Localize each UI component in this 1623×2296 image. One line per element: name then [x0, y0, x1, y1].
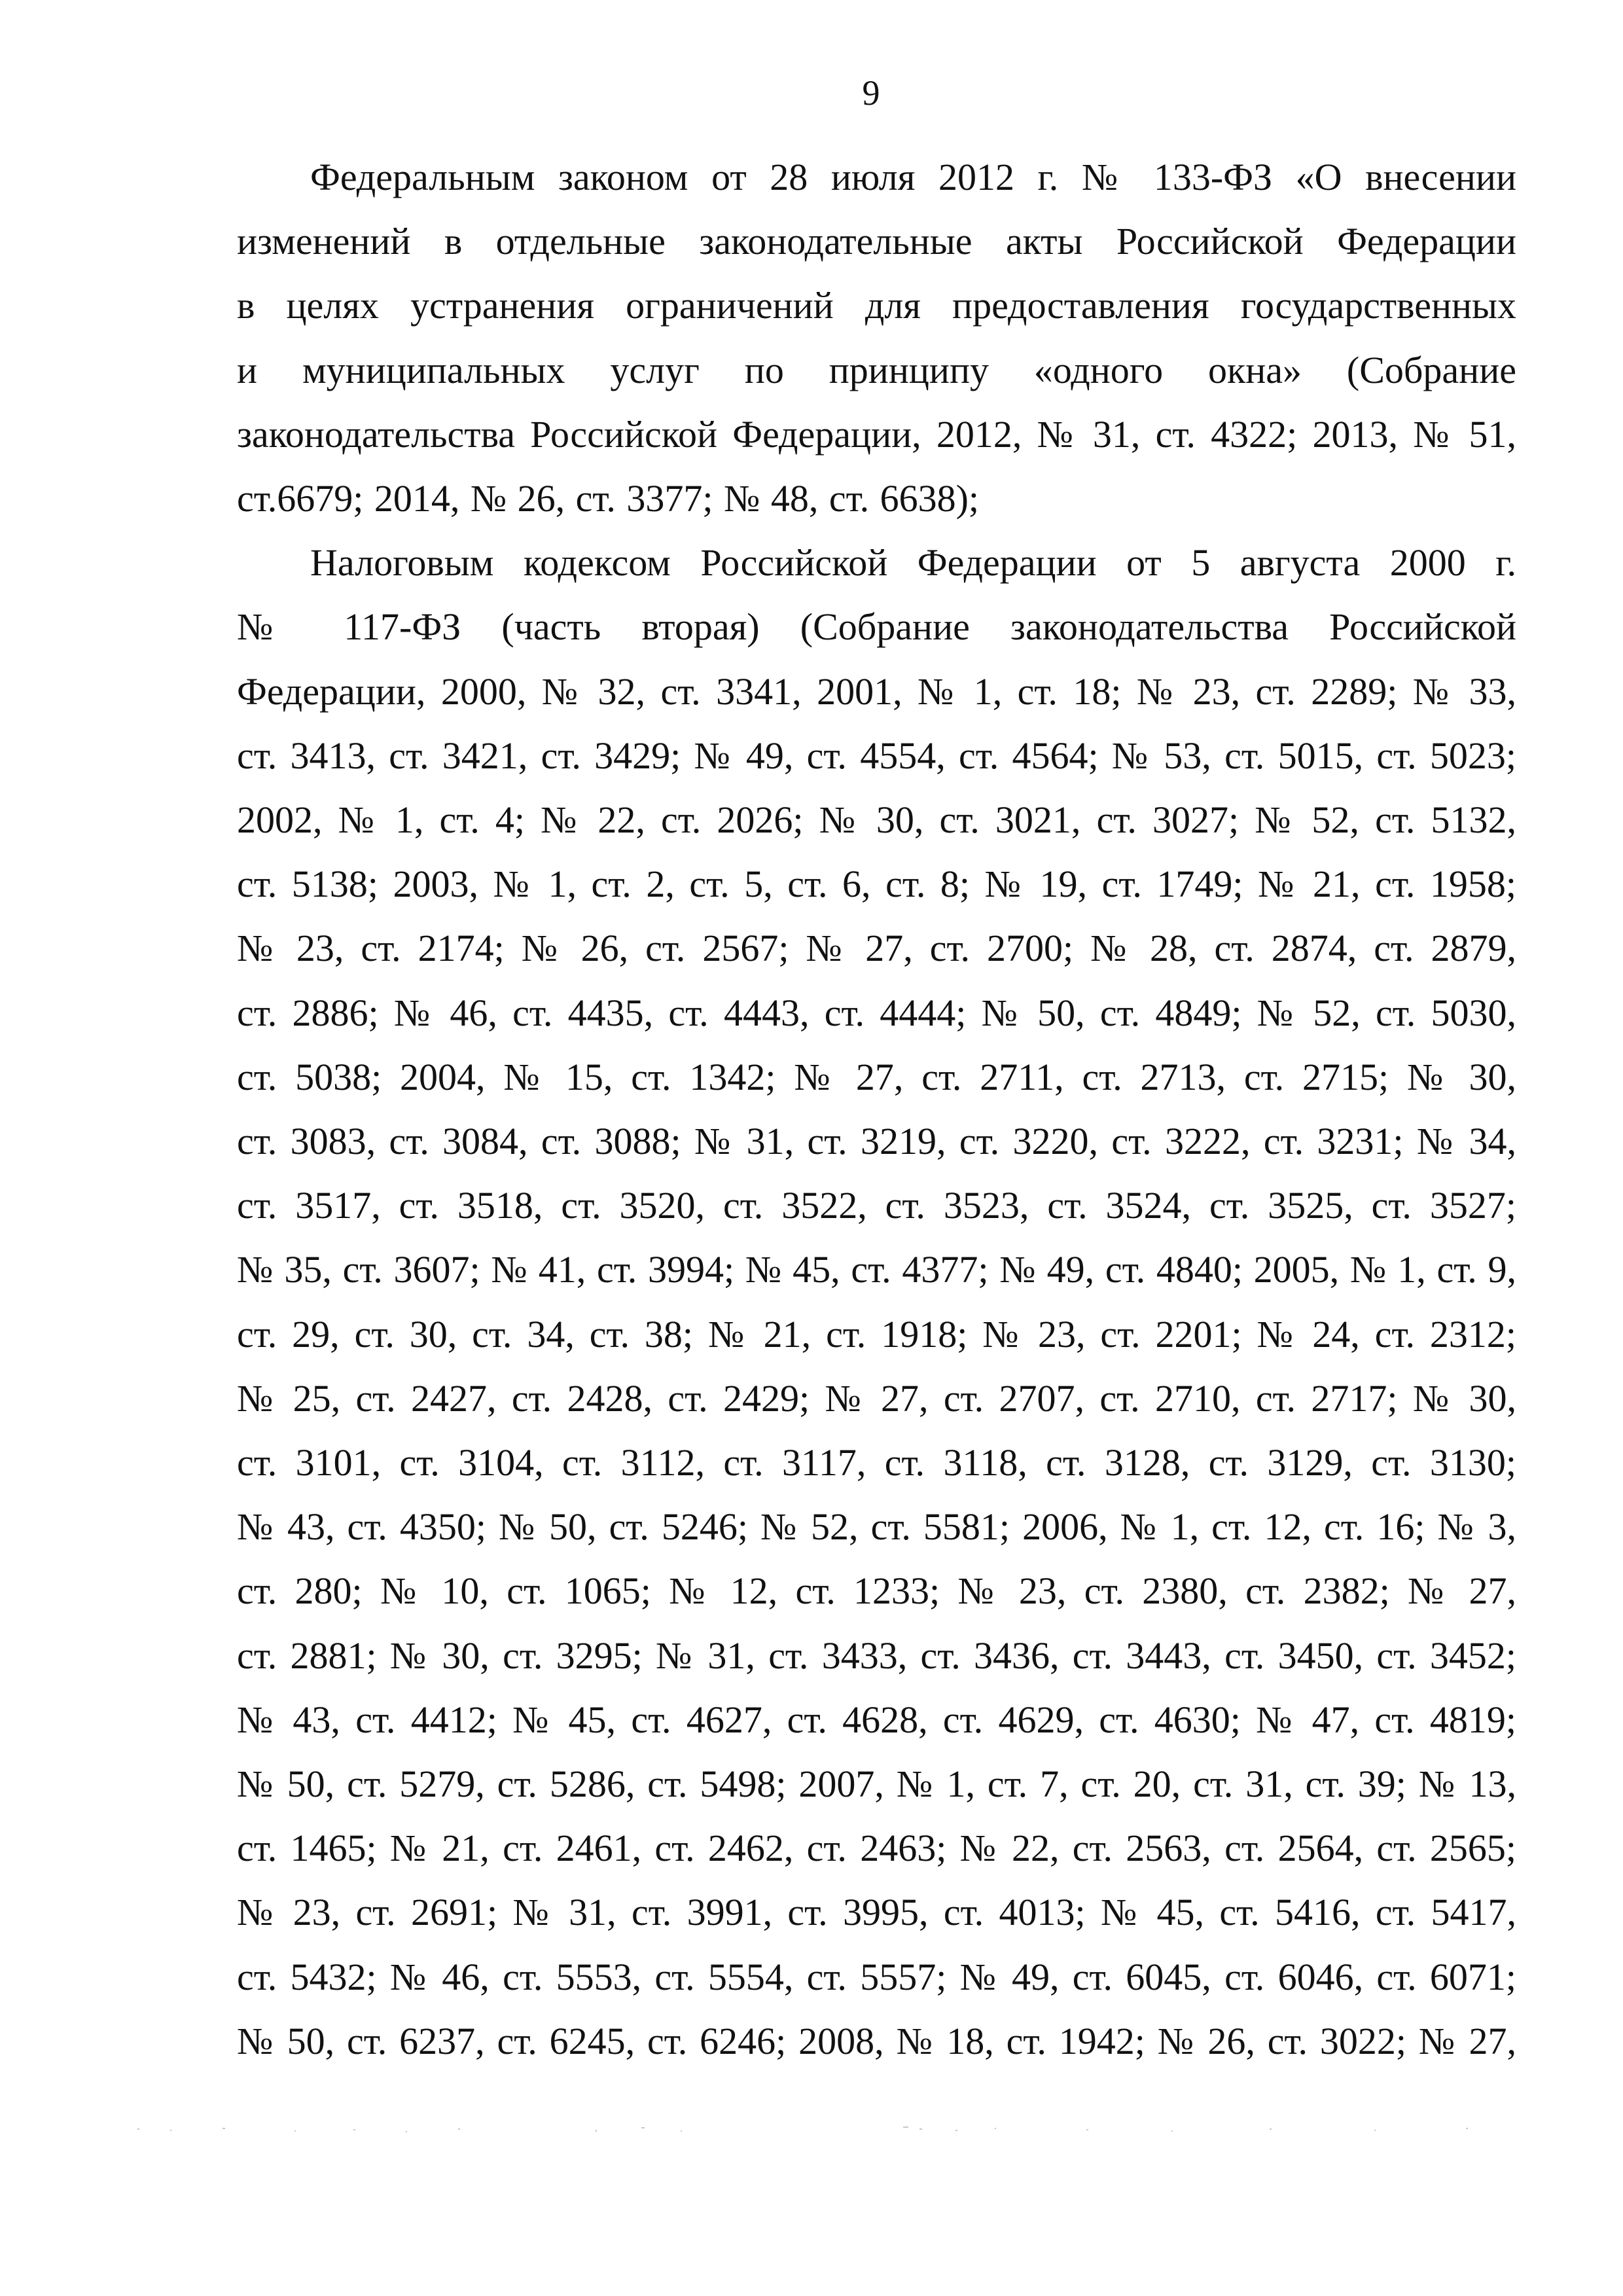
text-line: изменений в отдельные законодательные акты Российской Федерации	[237, 220, 1516, 263]
text-line: № 23, ст. 2691; № 31, ст. 3991, ст. 3995, ст. 4013; № 45, ст. 5416, ст. 5417,	[237, 1891, 1516, 1934]
text-line: Налоговым кодексом Российской Федерации от 5 августа 2000 г.	[310, 541, 1516, 584]
paragraph-tax-code	[237, 531, 1516, 2073]
text-line: Федеральным законом от 28 июля 2012 г. № 133-ФЗ «О внесении	[310, 156, 1516, 198]
text-line: ст. 2886; № 46, ст. 4435, ст. 4443, ст. 4444; № 50, ст. 4849; № 52, ст. 5030,	[237, 991, 1516, 1034]
text-line: и муниципальных услуг по принципу «одного окна» (Собрание	[237, 348, 1516, 391]
text-line: № 43, ст. 4350; № 50, ст. 5246; № 52, ст. 5581; 2006, № 1, ст. 12, ст. 16; № 3,	[237, 1505, 1516, 1549]
text-line: Федерации, 2000, № 32, ст. 3341, 2001, № 1, ст. 18; № 23, ст. 2289; № 33,	[237, 670, 1516, 713]
text-line: 2002, № 1, ст. 4; № 22, ст. 2026; № 30, ст. 3021, ст. 3027; № 52, ст. 5132,	[237, 798, 1516, 842]
text-line: ст. 5038; 2004, № 15, ст. 1342; № 27, ст. 2711, ст. 2713, ст. 2715; № 30,	[237, 1055, 1516, 1098]
text-line: № 43, ст. 4412; № 45, ст. 4627, ст. 4628, ст. 4629, ст. 4630; № 47, ст. 4819;	[237, 1698, 1516, 1741]
text-line: № 50, ст. 6237, ст. 6245, ст. 6246; 2008, № 18, ст. 1942; № 26, ст. 3022; № 27,	[237, 2019, 1516, 2062]
text-line: ст. 5138; 2003, № 1, ст. 2, ст. 5, ст. 6, ст. 8; № 19, ст. 1749; № 21, ст. 1958;	[237, 863, 1516, 906]
page-body	[237, 145, 1516, 2073]
text-line: ст. 3101, ст. 3104, ст. 3112, ст. 3117, ст. 3118, ст. 3128, ст. 3129, ст. 3130;	[237, 1441, 1516, 1484]
text-line: № 50, ст. 5279, ст. 5286, ст. 5498; 2007, № 1, ст. 7, ст. 20, ст. 31, ст. 39; № 13,	[237, 1763, 1516, 1806]
text-line: ст. 29, ст. 30, ст. 34, ст. 38; № 21, ст. 1918; № 23, ст. 2201; № 24, ст. 2312;	[237, 1312, 1516, 1355]
text-line: № 35, ст. 3607; № 41, ст. 3994; № 45, ст. 4377; № 49, ст. 4840; 2005, № 1, ст. 9,	[237, 1248, 1516, 1291]
text-line: ст. 280; № 10, ст. 1065; № 12, ст. 1233; № 23, ст. 2380, ст. 2382; № 27,	[237, 1570, 1516, 1613]
text-line: законодательства Российской Федерации, 2012, № 31, ст. 4322; 2013, № 51,	[237, 412, 1516, 456]
text-line: № 117-ФЗ (часть вторая) (Собрание законодательства Российской	[237, 605, 1516, 649]
text-line: ст. 1465; № 21, ст. 2461, ст. 2462, ст. 2463; № 22, ст. 2563, ст. 2564, ст. 2565;	[237, 1827, 1516, 1870]
text-line: ст. 2881; № 30, ст. 3295; № 31, ст. 3433, ст. 3436, ст. 3443, ст. 3450, ст. 3452;	[237, 1634, 1516, 1677]
text-line: № 25, ст. 2427, ст. 2428, ст. 2429; № 27, ст. 2707, ст. 2710, ст. 2717; № 30,	[237, 1376, 1516, 1420]
text-line: ст. 3083, ст. 3084, ст. 3088; № 31, ст. 3219, ст. 3220, ст. 3222, ст. 3231; № 34,	[237, 1120, 1516, 1163]
page-number: 9	[862, 73, 880, 113]
paragraph-federal-law-133	[237, 145, 1516, 531]
text-line: ст. 5432; № 46, ст. 5553, ст. 5554, ст. 5557; № 49, ст. 6045, ст. 6046, ст. 6071;	[237, 1955, 1516, 1998]
text-line: № 23, ст. 2174; № 26, ст. 2567; № 27, ст. 2700; № 28, ст. 2874, ст. 2879,	[237, 927, 1516, 970]
text-line: в целях устранения ограничений для предоставления государственных	[237, 284, 1516, 327]
text-line: ст. 3517, ст. 3518, ст. 3520, ст. 3522, ст. 3523, ст. 3524, ст. 3525, ст. 3527;	[237, 1184, 1516, 1227]
scan-artifact-line	[131, 2121, 1505, 2140]
text-line: ст.6679; 2014, № 26, ст. 3377; № 48, ст. 6638);	[237, 477, 980, 520]
text-line: ст. 3413, ст. 3421, ст. 3429; № 49, ст. 4554, ст. 4564; № 53, ст. 5015, ст. 5023;	[237, 734, 1516, 777]
